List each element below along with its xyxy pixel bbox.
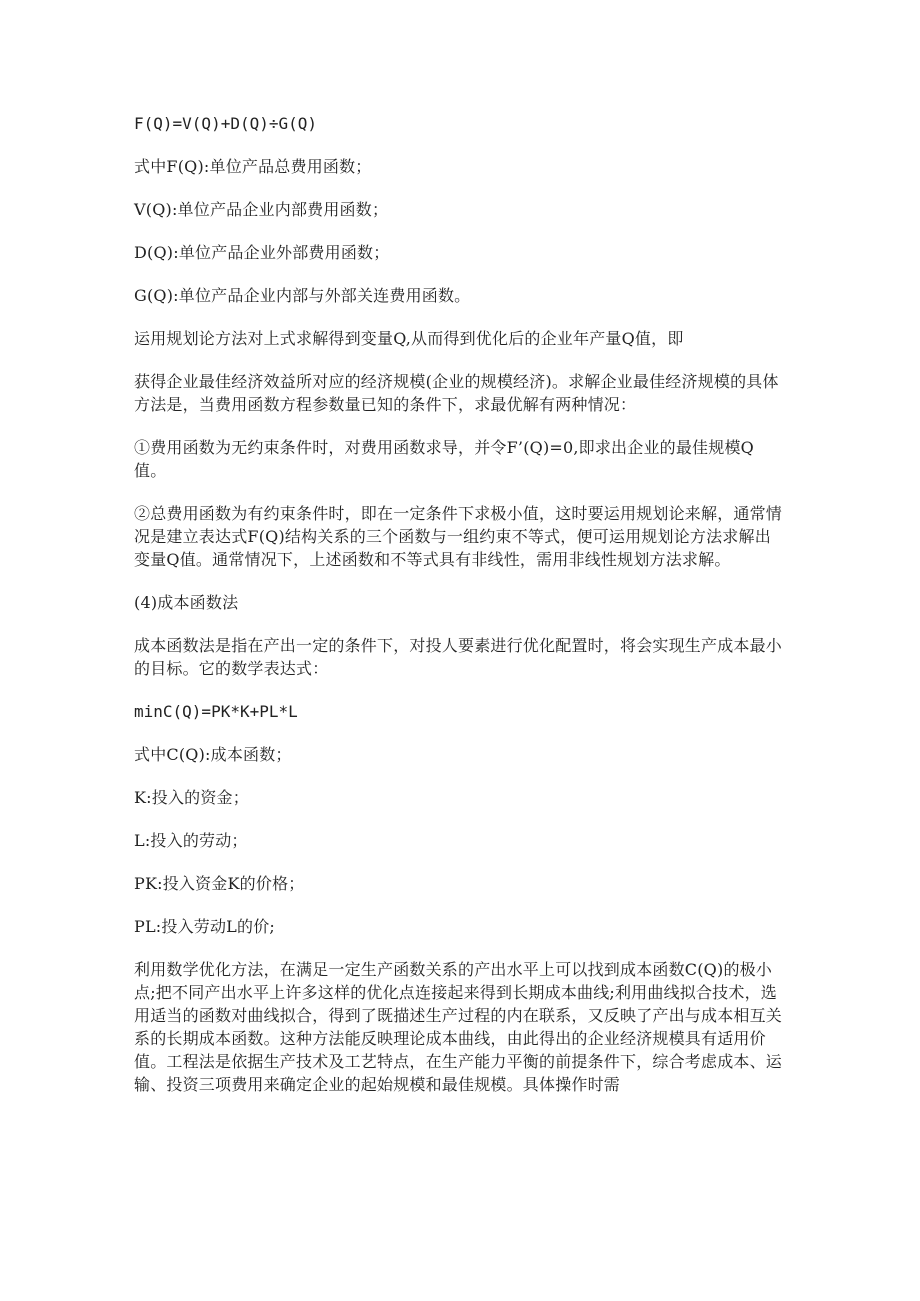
definition-cq: 式中C(Q):成本函数； bbox=[134, 745, 292, 764]
document-page bbox=[134, 112, 784, 1116]
definition-dq: D(Q):单位产品企业外部费用函数； bbox=[134, 243, 390, 262]
paragraph-optimal-scale: 获得企业最佳经济效益所对应的经济规模(企业的规模经济)。求解企业最佳经济规模的具体方法是，当费用函数方程参数量已知的条件下，求最优解有两种情况： bbox=[134, 372, 779, 414]
definition-gq: G(Q):单位产品企业内部与外部关连费用函数。 bbox=[134, 286, 471, 305]
paragraph-constrained: ②总费用函数为有约束条件时，即在一定条件下求极小值，这时要运用规划论来解，通常情况是建立表达式F(Q)结构关系的三个函数与一组约束不等式，便可运用规划论方法求解出变量Q值。通常情况下，上述函数和不等式具有非线性，需用非线性规划方法求解。 bbox=[134, 504, 783, 569]
formula-min-cost: minC(Q)=PK*K+PL*L bbox=[134, 702, 298, 721]
paragraph-unconstrained: ①费用函数为无约束条件时，对费用函数求导，并令F’(Q)=0,即求出企业的最佳规模Q值。 bbox=[134, 438, 754, 480]
definition-fq: 式中F(Q):单位产品总费用函数； bbox=[134, 157, 372, 176]
formula-total-cost: F(Q)=V(Q)+D(Q)÷G(Q) bbox=[134, 114, 318, 133]
paragraph-cost-function-method: 成本函数法是指在产出一定的条件下，对投人要素进行优化配置时，将会实现生产成本最小的目标。它的数学表达式： bbox=[134, 636, 783, 678]
paragraph-solve-q: 运用规划论方法对上式求解得到变量Q,从而得到优化后的企业年产量Q值，即 bbox=[134, 329, 684, 348]
paragraph-optimization: 利用数学优化方法，在满足一定生产函数关系的产出水平上可以找到成本函数C(Q)的极小点;把不同产出水平上许多这样的优化点连接起来得到长期成本曲线;利用曲线拟合技术，选用适当的函数对曲线拟合，得到了既描述生产过程的内在联系，又反映了产出与成本相互关系的长期成本函数。这种方法能反映理论成本曲线，由此得出的企业经济规模具有适用价值。工程法是依据生产技术及工艺特点，在生产能力平衡的前提条件下，综合考虑成本、运输、投资三项费用来确定企业的起始规模和最佳规模。具体操作时需 bbox=[134, 960, 783, 1094]
section-heading-cost-function: (4)成本函数法 bbox=[134, 593, 239, 612]
definition-l: L:投入的劳动； bbox=[134, 831, 248, 850]
definition-pl: PL:投入劳动L的价; bbox=[134, 917, 275, 936]
definition-vq: V(Q):单位产品企业内部费用函数； bbox=[134, 200, 389, 219]
definition-pk: PK:投入资金K的价格； bbox=[134, 874, 305, 893]
definition-k: K:投入的资金； bbox=[134, 788, 249, 807]
